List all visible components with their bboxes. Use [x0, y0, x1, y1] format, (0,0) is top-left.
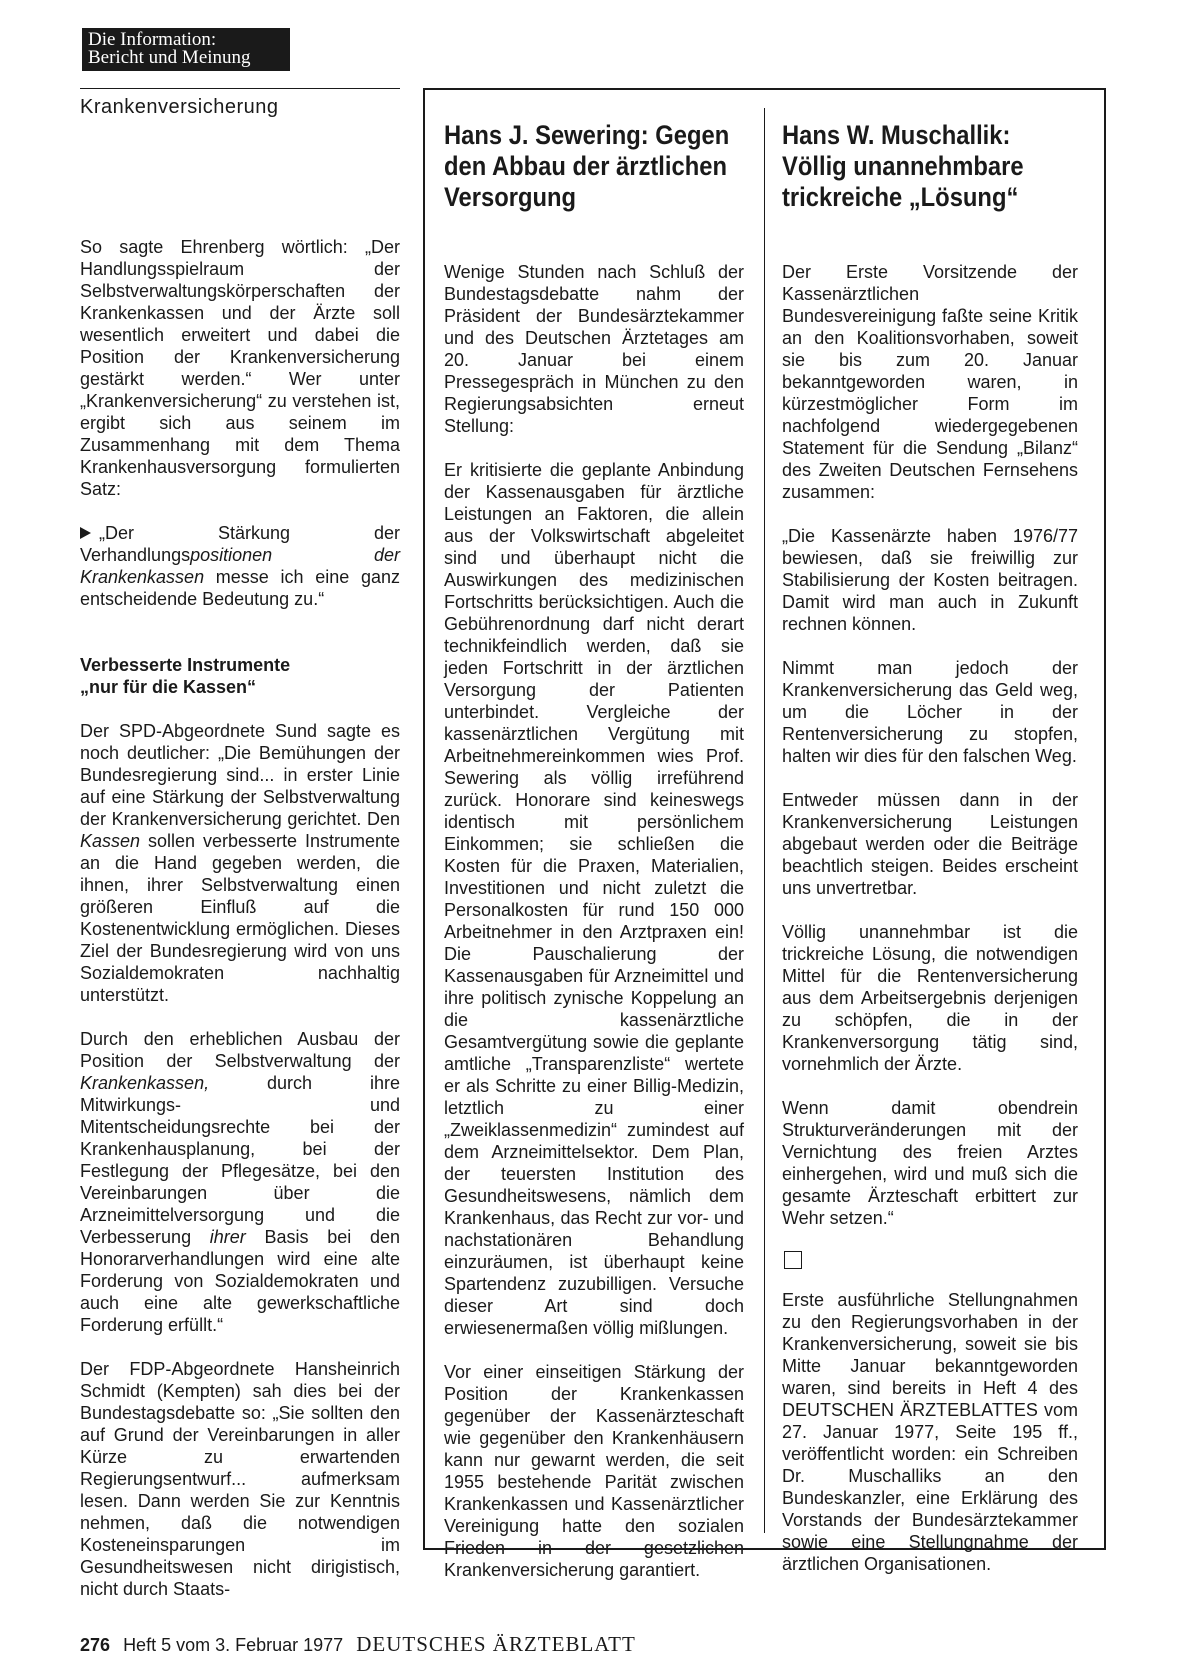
paragraph: Der SPD-Abgeordnete Sund sagte es noch deutlicher: „Die Bemühungen der Bundesregierung sind... in erster Linie auf eine Stärkung der Selbstverwaltung der Krankenversicherung gerichtet. Den Kassen sollen verbesserte Instrumente an die Hand gegeben werden, die ihnen, ihrer Selbstverwaltung einen größeren Einfluß auf die Kostenentwicklung ermöglichen. Dieses Ziel der Bundesregierung wird von uns Sozialdemokraten nachhaltig unterstützt.: [80, 721, 400, 1005]
paragraph: Wenige Stunden nach Schluß der Bundestagsdebatte nahm der Präsident der Bundesärztekammer und des Deutschen Ärztetages am 20. Januar bei einem Pressegespräch in München zu den Regierungsabsichten erneut Stellung:: [444, 262, 744, 436]
paragraph: Entweder müssen dann in der Krankenversicherung Leistungen abgebaut werden oder die Beiträge beachtlich steigen. Beides erscheint uns unvertretbar.: [782, 790, 1078, 898]
paragraph: Nimmt man jedoch der Krankenversicherung das Geld weg, um die Löcher in der Rentenversicherung zu stopfen, halten wir dies für den falschen Weg.: [782, 658, 1078, 766]
header-line-2: Bericht und Meinung: [88, 47, 251, 68]
article-title: Hans W. Muschallik: Völlig unannehmbare trickreiche „Lösung“: [782, 120, 1024, 212]
pull-quote: „Der Stärkung der Verhandlungspositionen der Krankenkassen messe ich eine ganz entscheidende Bedeutung zu.“: [80, 523, 400, 609]
paragraph: Der Erste Vorsitzende der Kassenärztlichen Bundesvereinigung faßte seine Kritik an den Koalitionsvorhaben, soweit sie bis zum 20. Januar bekanntgeworden waren, in kürzestmöglicher Form im nachfolgend wiedergegebenen Statement für die Sendung „Bilanz“ des Zweiten Deutschen Fernsehens zusammen:: [782, 262, 1078, 502]
page-number: 276: [80, 1635, 111, 1655]
end-mark-icon: [784, 1251, 802, 1269]
masthead: DEUTSCHES ÄRZTEBLATT: [356, 1632, 636, 1656]
section-label: Krankenversicherung: [80, 96, 279, 118]
subheading: Verbesserte Instrumente: [80, 655, 291, 675]
paragraph: Wenn damit obendrein Strukturveränderungen mit der Vernichtung des freien Arztes einhergehen, wird und muß sich die gesamte Ärzteschaft erbittert zur Wehr setzen.“: [782, 1098, 1078, 1228]
paragraph: So sagte Ehrenberg wörtlich: „Der Handlungsspielraum der Selbstverwaltungskörperschaften der Krankenkassen und der Ärzte soll wesentlich erweitert und dabei die Position der Krankenversicherung gestärkt werden.“ Wer unter „Krankenversicherung“ zu verstehen ist, ergibt sich aus seinem im Zusammenhang mit dem Thema Krankenhausversorgung formulierten Satz:: [80, 237, 400, 499]
column-sewering: [444, 120, 744, 1603]
issue-info: Heft 5 vom 3. Februar 1977: [123, 1635, 344, 1655]
subheading: „nur für die Kassen“: [80, 677, 257, 697]
paragraph: Er kritisierte die geplante Anbindung der Kassenausgaben für ärztliche Leistungen an Faktoren, die allein aus der Volkswirtschaft abgeleitet sind und überhaupt nicht die Auswirkungen des medizinischen Fortschritts berücksichtigen. Auch die Gebührenordnung darf nicht derart technikfeindlich werden, daß sie jeden Fortschritt in der ärztlichen Versorgung der Patienten unterbindet. Vergleiche der kassenärztlichen Vergütung mit Arbeitnehmereinkommen wies Prof. Sewering als völlig irreführend zurück. Honorare sind keineswegs identisch mit persönlichem Einkommen; sie schließen die Kosten für die Praxen, Materialien, Investitionen und nicht zuletzt die Personalkosten für rund 150 000 Arbeitnehmer in den Arztpraxen ein! Die Pauschalierung der Kassenausgaben für Arzneimittel und ihre politisch zynische Koppelung an die kassenärztliche Gesamtvergütung sowie die geplante amtliche „Transparenzliste“ wertete er als Schritte zu einer Billig-Medizin, letztlich zu einer „Zweiklassenmedizin“ zumindest auf dem Arzneimittelsektor. Dem Plan, der teuersten Institution des Gesundheitswesens, nämlich dem Krankenhaus, das Recht zur vor- und nachstationären Behandlung einzuräumen, ist überhaupt keine Spartendenz zuzubilligen. Versuche dieser Art sind doch erwiesenermaßen völlig mißlungen.: [444, 460, 744, 1338]
paragraph: Erste ausführliche Stellungnahmen zu den Regierungsvorhaben in der Krankenversicherung, soweit sie bis Mitte Januar bekanntgeworden waren, sind bereits in Heft 4 des DEUTSCHEN ÄRZTEBLATTES vom 27. Januar 1977, Seite 195 ff., veröffentlicht worden: ein Schreiben Dr. Muschalliks an den Bundeskanzler, eine Erklärung des Vorstands der Bundesärztekammer sowie eine Stellungnahme der ärztlichen Organisationen.: [782, 1290, 1078, 1574]
column-divider: [764, 108, 765, 1533]
paragraph: Vor einer einseitigen Stärkung der Position der Krankenkassen gegenüber der Kassenärzteschaft wie gegenüber den Krankenhäusern kann nur gewarnt werden, die seit 1955 bestehende Parität zwischen Krankenkassen und Kassenärztlicher Vereinigung hatte den sozialen Frieden in der gesetzlichen Krankenversicherung garantiert.: [444, 1362, 744, 1580]
paragraph: „Die Kassenärzte haben 1976/77 bewiesen, daß sie freiwillig zur Stabilisierung der Kosten beitragen. Damit wird man auch in Zukunft rechnen können.: [782, 526, 1078, 634]
top-rule: [80, 88, 400, 89]
column-muschallik: [782, 120, 1078, 1597]
page-footer: [80, 1632, 636, 1657]
arrow-right-icon: [80, 527, 91, 539]
paragraph: Völlig unannehmbar ist die trickreiche Lösung, die notwendigen Mittel für die Rentenversicherung aus dem Arbeitsergebnis derjenigen zu schöpfen, die in der Krankenversorgung tätig sind, vornehmlich der Ärzte.: [782, 922, 1078, 1074]
column-left: [80, 236, 400, 1622]
article-title: Hans J. Sewering: Gegen den Abbau der ärztlichen Versorgung: [444, 120, 730, 212]
paragraph: Durch den erheblichen Ausbau der Position der Selbstverwaltung der Krankenkassen, durch ihre Mitwirkungs- und Mitentscheidungsrechte bei der Krankenhausplanung, bei der Festlegung der Pflegesätze, bei den Vereinbarungen über die Arzneimittelversorgung und die Verbesserung ihrer Basis bei den Honorarverhandlungen wird eine alte Forderung von Sozialdemokraten und auch eine alte gewerkschaftliche Forderung erfüllt.“: [80, 1029, 401, 1335]
header-line-1: Die Information:: [88, 29, 217, 50]
paragraph: Der FDP-Abgeordnete Hansheinrich Schmidt (Kempten) sah dies bei der Bundestagsdebatte so: „Sie sollten den auf Grund der Vereinbarungen in aller Kürze zu erwartenden Regierungsentwurf... aufmerksam lesen. Dann werden Sie zur Kenntnis nehmen, daß die notwendigen Kosteneinsparungen im Gesundheitswesen nicht dirigistisch, nicht durch Staats-: [80, 1359, 400, 1599]
department-header: [82, 28, 290, 71]
